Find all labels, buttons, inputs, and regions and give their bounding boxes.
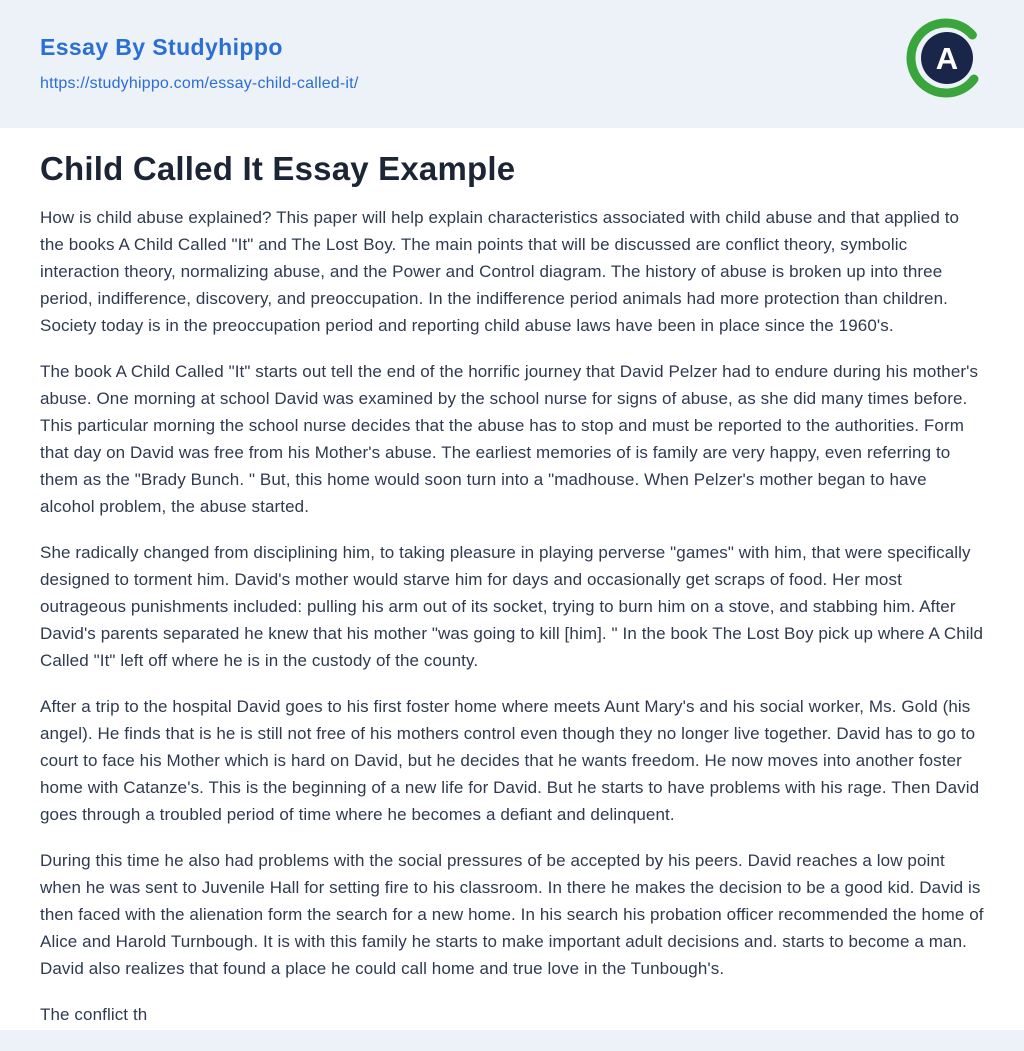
page-title: Child Called It Essay Example xyxy=(40,150,516,187)
studyhippo-logo-icon xyxy=(906,18,986,98)
main-content xyxy=(0,128,1024,1028)
source-url-link[interactable]: https://studyhippo.com/essay-child-called-it/ xyxy=(40,75,359,92)
studyhippo-logo xyxy=(906,18,986,98)
article-body xyxy=(40,204,984,1028)
page-header xyxy=(0,0,1024,128)
paragraph: During this time he also had problems with the social pressures of be accepted by his peers. David reaches a low point when he was sent to Juvenile Hall for setting fire to his classroom. In there he makes the decision to be a good kid. David is then faced with the alienation form the search for a new home. In his search his probation officer recommended the home of Alice and Harold Turnbough. It is with this family he starts to make important adult decisions and. starts to become a man. David also realizes that found a place he could call home and true love in the Tunbough's. xyxy=(40,851,984,978)
paragraph: The conflict th xyxy=(40,1005,148,1024)
paragraph: How is child abuse explained? This paper will help explain characteristics associated with child abuse and that applied to the books A Child Called "It" and The Lost Boy. The main points that will be discussed are conflict theory, symbolic interaction theory, normalizing abuse, and the Power and Control diagram. The history of abuse is broken up into three period, indifference, discovery, and preoccupation. In the indifference period animals had more protection than children. Society today is in the preoccupation period and reporting child abuse laws have been in place since the 1960's. xyxy=(40,208,960,335)
paragraph: The book A Child Called "It" starts out tell the end of the horrific journey that David Pelzer had to endure during his mother's abuse. One morning at school David was examined by the school nurse for signs of abuse, as she did many times before. This particular morning the school nurse decides that the abuse has to stop and must be reported to the authorities. Form that day on David was free from his Mother's abuse. The earliest memories of is family are very happy, even referring to them as the "Brady Bunch. " But, this home would soon turn into a "madhouse. When Pelzer's mother began to have alcohol problem, the abuse started. xyxy=(40,362,979,516)
site-title: Essay By Studyhippo xyxy=(40,34,283,60)
paragraph: After a trip to the hospital David goes to his first foster home where meets Aunt Mary's and his social worker, Ms. Gold (his angel). He finds that is he is still not free of his mothers control even though they no longer live together. David has to go to court to face his Mother which is hard on David, but he decides that he wants freedom. He now moves into another foster home with Catanze's. This is the beginning of a new life for David. But he starts to have problems with his rage. Then David goes through a troubled period of time where he becomes a defiant and delinquent. xyxy=(40,697,980,824)
paragraph: She radically changed from disciplining him, to taking pleasure in playing perverse "games" with him, that were specifically designed to torment him. David's mother would starve him for days and occasionally get scraps of food. Her most outrageous punishments included: pulling his arm out of its socket, trying to burn him on a stove, and stabbing him. After David's parents separated he knew that his mother "was going to kill [him]. " In the book The Lost Boy pick up where A Child Called "It" left off where he is in the custody of the county. xyxy=(40,543,984,670)
logo-letter: A xyxy=(935,41,959,76)
footer-strip xyxy=(0,1030,1024,1051)
